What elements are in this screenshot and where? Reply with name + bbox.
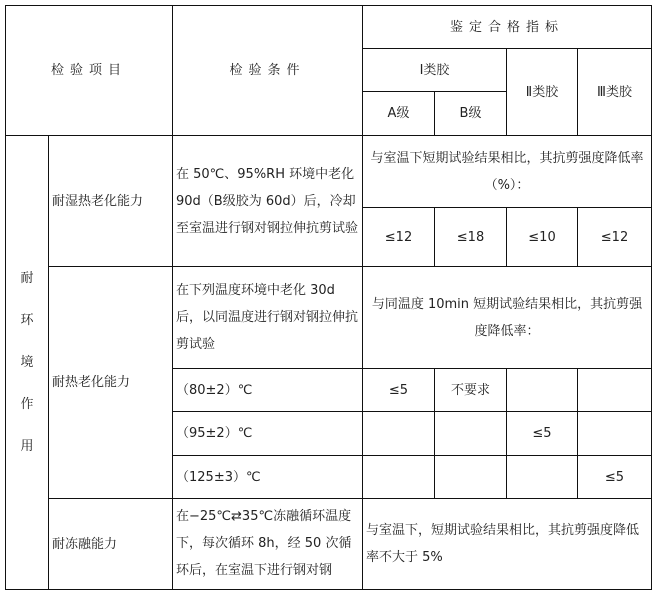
heat-value-a (363, 456, 435, 499)
header-criteria: 鉴定合格指标 (363, 6, 652, 49)
group-label: 耐 环 境 作 用 (6, 136, 49, 590)
heat-value-b (435, 456, 507, 499)
heat-value-class2: ≤5 (507, 412, 578, 456)
spec-table (5, 5, 652, 590)
freeze-condition-cell (173, 499, 363, 590)
heat-value-class2 (507, 369, 578, 412)
header-class2: Ⅱ类胶 (507, 49, 578, 136)
freeze-condition: 在−25℃⇄35℃冻融循环温度下，每次循环 8h，经 50 次循环后，在室温下进行钢对钢 (176, 509, 352, 578)
header-class1: Ⅰ类胶 (363, 49, 507, 92)
heat-value-a: ≤5 (363, 369, 435, 412)
heat-temp: （95±2）℃ (173, 412, 363, 456)
humid-item: 耐湿热老化能力 (49, 136, 173, 267)
heat-value-class2 (507, 456, 578, 499)
header-class3: Ⅲ类胶 (578, 49, 652, 136)
humid-criteria: 与室温下短期试验结果相比，其抗剪强度降低率（%）： (363, 136, 652, 208)
heat-temp: （125±3）℃ (173, 456, 363, 499)
header-condition: 检验条件 (173, 6, 363, 136)
heat-criteria: 与同温度 10min 短期试验结果相比，其抗剪强度降低率： (363, 267, 652, 369)
freeze-criteria: 与室温下，短期试验结果相比，其抗剪强度降低率不大于 5% (363, 499, 652, 590)
header-item: 检验项目 (6, 6, 173, 136)
heat-condition: 在下列温度环境中老化 30d 后，以同温度进行钢对钢拉伸抗剪试验 (173, 267, 363, 369)
humid-value-class3: ≤12 (578, 208, 652, 267)
heat-value-b (435, 412, 507, 456)
heat-value-class3: ≤5 (578, 456, 652, 499)
heat-value-class3 (578, 412, 652, 456)
heat-value-class3 (578, 369, 652, 412)
humid-condition: 在 50℃、95%RH 环境中老化 90d（B级胶为 60d）后，冷却至室温进行钢对钢拉伸抗剪试验 (173, 136, 363, 267)
header-grade-a: A级 (363, 92, 435, 136)
heat-temp: （80±2）℃ (173, 369, 363, 412)
freeze-item: 耐冻融能力 (49, 499, 173, 590)
humid-value-a: ≤12 (363, 208, 435, 267)
humid-value-b: ≤18 (435, 208, 507, 267)
humid-value-class2: ≤10 (507, 208, 578, 267)
header-grade-b: B级 (435, 92, 507, 136)
heat-item: 耐热老化能力 (49, 267, 173, 499)
heat-value-b: 不要求 (435, 369, 507, 412)
heat-value-a (363, 412, 435, 456)
